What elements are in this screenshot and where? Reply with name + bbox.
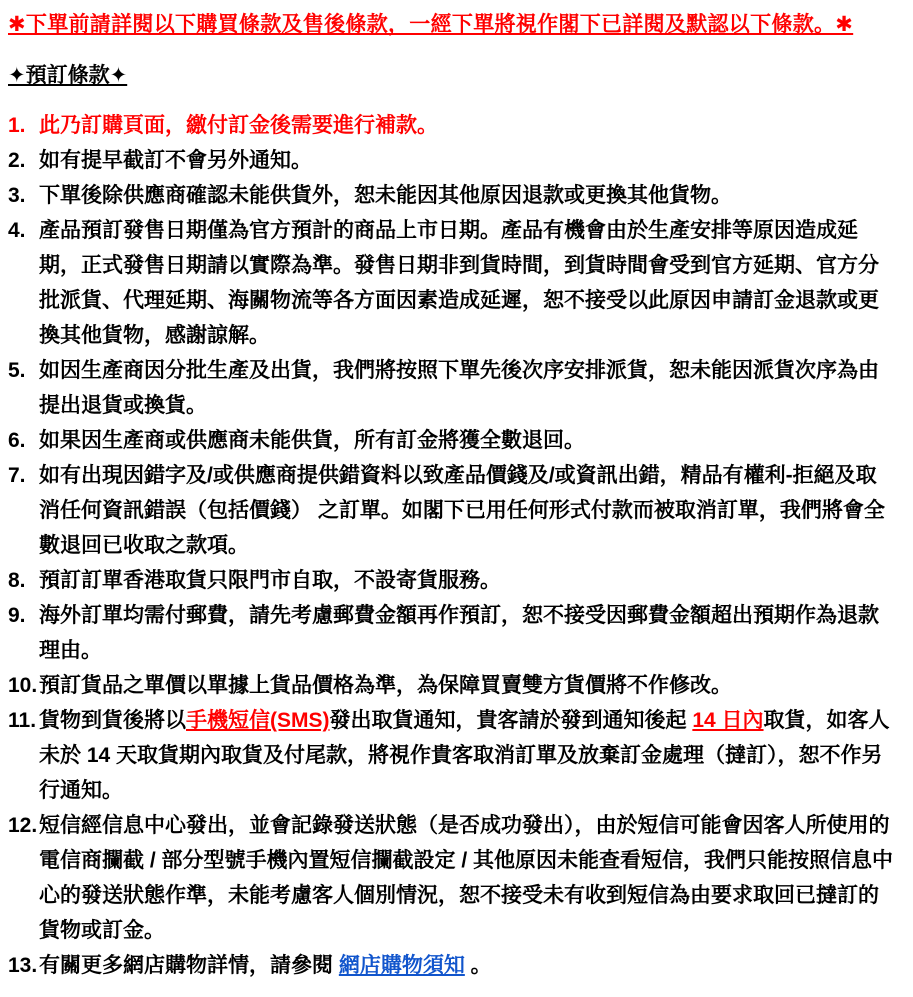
term-text bbox=[39, 423, 895, 458]
term-number: 5. bbox=[8, 359, 26, 382]
purchase-notice-header: ✱下單前請詳閱以下購買條款及售後條款，一經下單將視作閣下已詳閱及默認以下條款。✱ bbox=[8, 13, 854, 36]
plain-text: 如果因生產商或供應商未能供貨，所有訂金將獲全數退回。 bbox=[39, 429, 585, 452]
term-number: 4. bbox=[8, 219, 26, 242]
deadline-highlight: 14 日內 bbox=[692, 709, 764, 732]
plain-text: 取貨，如客人未於 14 天取貨期內取貨及付尾款，將視作貴客取消訂單及放棄訂金處理（撻訂），恕不作另行通知。 bbox=[39, 709, 890, 802]
sms-highlight: 手機短信(SMS) bbox=[186, 709, 330, 732]
plain-text: 如有出現因錯字及/或供應商提供錯資料以致產品價錢及/或資訊出錯，精品有權利-拒絕及取消任何資訊錯誤（包括價錢） 之訂單。如閣下已用任何形式付款而被取消訂單，我們將會全數退回已收取之款項。 bbox=[39, 464, 885, 557]
term-item-11 bbox=[8, 703, 895, 808]
plain-text: 貨物到貨後將以 bbox=[39, 709, 186, 732]
plain-text: 此乃訂購頁面，繳付訂金後需要進行補款。 bbox=[39, 114, 438, 137]
term-item-6 bbox=[8, 423, 895, 458]
term-number: 11. bbox=[8, 709, 37, 732]
term-text bbox=[39, 703, 895, 808]
term-item-4 bbox=[8, 213, 895, 353]
plain-text: 產品預訂發售日期僅為官方預計的商品上市日期。產品有機會由於生產安排等原因造成延期，正式發售日期請以實際為準。發售日期非到貨時間，到貨時間會受到官方延期、官方分批派貨、代理延期、海關物流等各方面因素造成延遲，恕不接受以此原因申請訂金退款或更換其他貨物，感謝諒解。 bbox=[39, 219, 879, 347]
term-item-2 bbox=[8, 143, 895, 178]
term-text bbox=[39, 563, 895, 598]
term-number: 8. bbox=[8, 569, 26, 592]
term-number: 12. bbox=[8, 814, 38, 837]
term-text bbox=[39, 948, 895, 983]
plain-text: 海外訂單均需付郵費，請先考慮郵費金額再作預訂，恕不接受因郵費金額超出預期作為退款理由。 bbox=[39, 604, 879, 662]
section-title-preorder-terms: ✦預訂條款✦ bbox=[8, 64, 128, 87]
term-number: 2. bbox=[8, 149, 26, 172]
terms-list bbox=[8, 108, 895, 983]
term-number: 10. bbox=[8, 674, 38, 697]
plain-text: 。 bbox=[464, 954, 492, 977]
term-text bbox=[39, 143, 895, 178]
term-text bbox=[39, 108, 895, 143]
term-text bbox=[39, 598, 895, 668]
term-item-12 bbox=[8, 808, 895, 948]
term-item-8 bbox=[8, 563, 895, 598]
term-number: 6. bbox=[8, 429, 26, 452]
term-text bbox=[39, 458, 895, 563]
term-text bbox=[39, 668, 895, 703]
term-number: 3. bbox=[8, 184, 26, 207]
term-item-10 bbox=[8, 668, 895, 703]
plain-text: 如有提早截訂不會另外通知。 bbox=[39, 149, 312, 172]
term-text bbox=[39, 213, 895, 353]
term-text bbox=[39, 353, 895, 423]
term-item-3 bbox=[8, 178, 895, 213]
term-text bbox=[39, 808, 895, 948]
plain-text: 有關更多網店購物詳情，請參閱 bbox=[39, 954, 339, 977]
term-text bbox=[39, 178, 895, 213]
term-number: 13. bbox=[8, 954, 38, 977]
plain-text: 發出取貨通知，貴客請於發到通知後起 bbox=[329, 709, 693, 732]
store-guide-link[interactable]: 網店購物須知 bbox=[338, 954, 465, 977]
term-item-13 bbox=[8, 948, 895, 983]
term-item-5 bbox=[8, 353, 895, 423]
term-item-7 bbox=[8, 458, 895, 563]
plain-text: 預訂訂單香港取貨只限門市自取，不設寄貨服務。 bbox=[39, 569, 501, 592]
term-item-9 bbox=[8, 598, 895, 668]
plain-text: 預訂貨品之單價以單據上貨品價格為準，為保障買賣雙方貨價將不作修改。 bbox=[39, 674, 732, 697]
plain-text: 如因生產商因分批生產及出貨，我們將按照下單先後次序安排派貨，恕未能因派貨次序為由提出退貨或換貨。 bbox=[39, 359, 879, 417]
term-number: 1. bbox=[8, 114, 26, 137]
plain-text: 下單後除供應商確認未能供貨外，恕未能因其他原因退款或更換其他貨物。 bbox=[39, 184, 732, 207]
plain-text: 短信經信息中心發出，並會記錄發送狀態（是否成功發出），由於短信可能會因客人所使用的電信商攔截 / 部分型號手機內置短信攔截設定 / 其他原因未能查看短信，我們只能按照信息中心的發送狀態作準，未能考慮客人個別情況，恕不接受未有收到短信為由要求取回已撻訂的貨物或訂金。 bbox=[39, 814, 894, 942]
term-number: 9. bbox=[8, 604, 26, 627]
term-number: 7. bbox=[8, 464, 26, 487]
term-item-1 bbox=[8, 108, 895, 143]
